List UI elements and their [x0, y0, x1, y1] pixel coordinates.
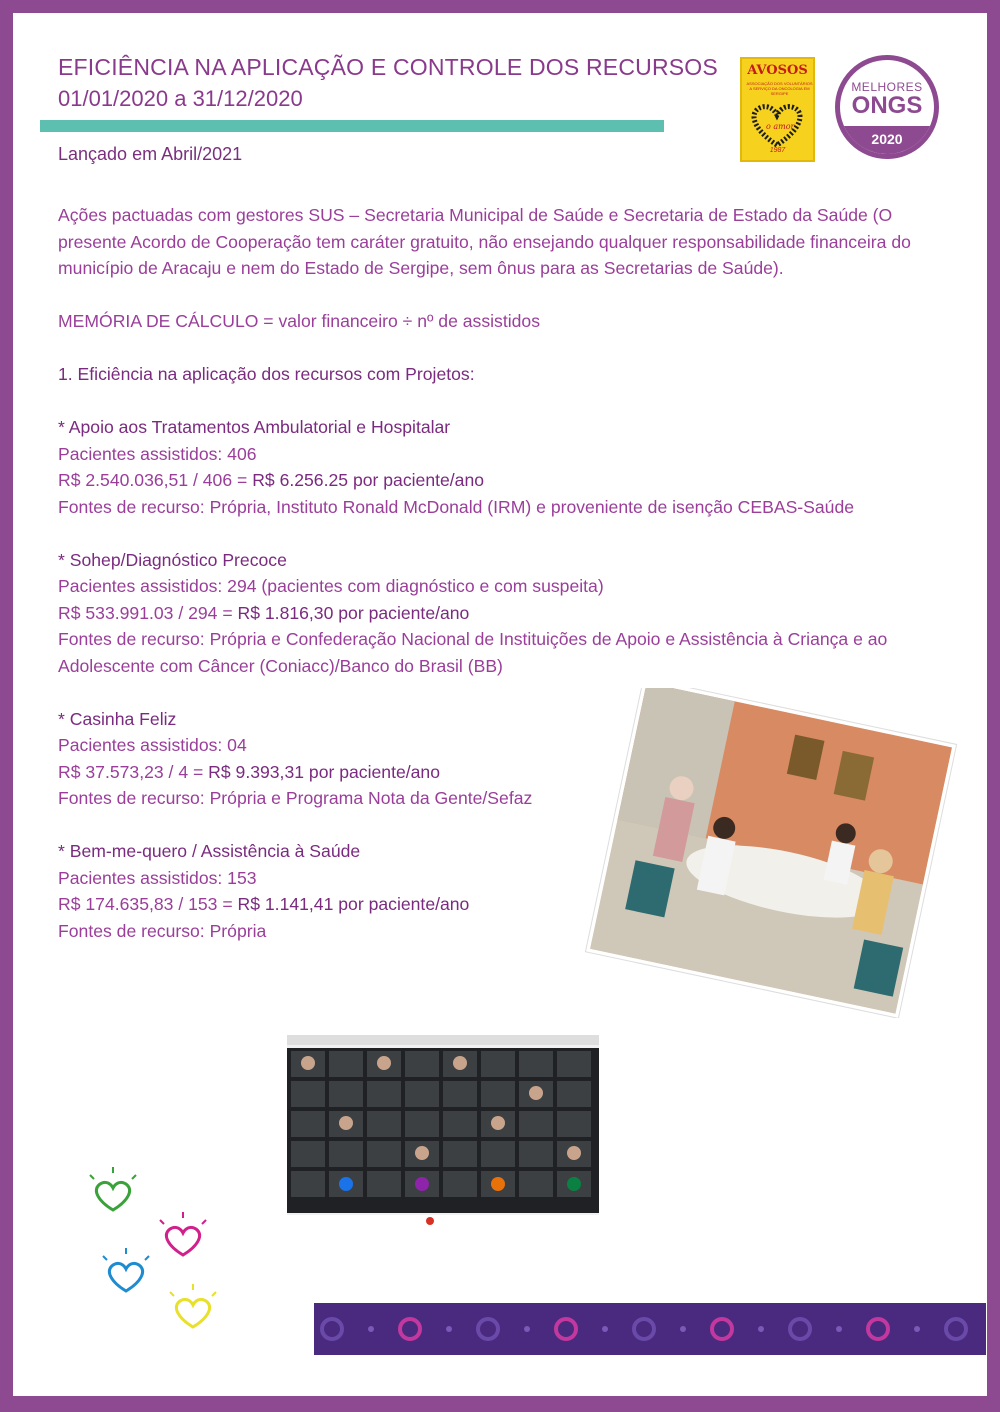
project-name: * Sohep/Diagnóstico Precoce [58, 549, 287, 570]
project-block [58, 547, 938, 680]
avosos-logo-subtitle: ASSOCIAÇÃO DOS VOLUNTÁRIOS A SERVIÇO DA ONCOLOGIA EM SERGIPE [746, 81, 813, 96]
project-name: * Casinha Feliz [58, 708, 177, 729]
calc-expression: R$ 37.573,23 / 4 = [58, 761, 209, 782]
page-title: EFICIÊNCIA NA APLICAÇÃO E CONTROLE DOS RECURSOS [58, 54, 718, 80]
calc-expression: R$ 174.635,83 / 153 = [58, 894, 238, 914]
project-patients: Pacientes assistidos: 294 (pacientes com diagnóstico e com suspeita) [58, 576, 604, 596]
project-calculation [58, 467, 938, 494]
heart-magenta-icon [166, 1227, 199, 1255]
date-range: 01/01/2020 a 31/12/2020 [58, 86, 303, 111]
meeting-photo [580, 688, 960, 1018]
badge-year: 2020 [840, 126, 934, 154]
calc-expression: R$ 533.991.03 / 294 = [58, 602, 238, 623]
avosos-logo-year: 1987 [769, 147, 786, 154]
heart-yellow-icon [176, 1299, 209, 1327]
calc-result: R$ 1.816,30 por paciente/ano [237, 602, 470, 623]
calc-result: R$ 1.141,41 por paciente/ano [237, 894, 470, 914]
decorative-dots-band [314, 1303, 986, 1355]
heart-blue-icon [109, 1263, 142, 1291]
decorative-hearts [80, 1165, 240, 1345]
project-patients: Pacientes assistidos: 406 [58, 443, 257, 464]
project-sources: Fontes de recurso: Própria [58, 920, 267, 941]
calc-expression: R$ 2.540.036,51 / 406 = [58, 470, 253, 490]
video-call-screenshot [287, 1035, 599, 1228]
heart-crowd-icon [742, 99, 813, 149]
launch-date: Lançado em Abril/2021 [58, 144, 243, 164]
avosos-logo [740, 57, 815, 162]
project-sources: Fontes de recurso: Própria, Instituto Ronald McDonald (IRM) e proveniente de isenção CEBAS-Saúde [58, 496, 855, 517]
heart-green-icon [96, 1182, 129, 1210]
project-block [58, 414, 938, 520]
title-underline [40, 120, 664, 132]
project-sources: Fontes de recurso: Própria e Programa Nota da Gente/Sefaz [58, 788, 533, 808]
melhores-ongs-badge [835, 55, 939, 159]
badge-line2: ONGS [851, 92, 923, 119]
project-name: * Apoio aos Tratamentos Ambulatorial e Hospitalar [58, 417, 451, 437]
project-sources: Fontes de recurso: Própria e Confederação Nacional de Instituições de Apoio e Assistência à Criança e ao Adolescente com Câncer (Coniacc)/Banco do Brasil (BB) [58, 629, 888, 676]
section-title: 1. Eficiência na aplicação dos recursos com Projetos: [58, 364, 475, 384]
badge-line1: MELHORES [851, 80, 923, 94]
calc-result: R$ 9.393,31 por paciente/ano [208, 761, 440, 782]
svg-text:o amor: o amor [766, 122, 795, 131]
avosos-logo-name: AVOSOS [747, 63, 808, 78]
intro-paragraph: Ações pactuadas com gestores SUS – Secretaria Municipal de Saúde e Secretaria de Estado da Saúde (O presente Acordo de Cooperação tem caráter gratuito, não ensejando qualquer responsabilidade financeira do município de Aracaju e nem do Estado de Sergipe, sem ônus para as Secretarias de Saúde). [58, 205, 911, 278]
project-patients: Pacientes assistidos: 153 [58, 867, 257, 888]
project-calculation [58, 600, 938, 627]
project-name: * Bem-me-quero / Assistência à Saúde [58, 841, 361, 861]
calc-result: R$ 6.256.25 por paciente/ano [252, 470, 485, 490]
project-patients: Pacientes assistidos: 04 [58, 735, 247, 755]
calculation-memo: MEMÓRIA DE CÁLCULO = valor financeiro ÷ nº de assistidos [58, 311, 541, 331]
